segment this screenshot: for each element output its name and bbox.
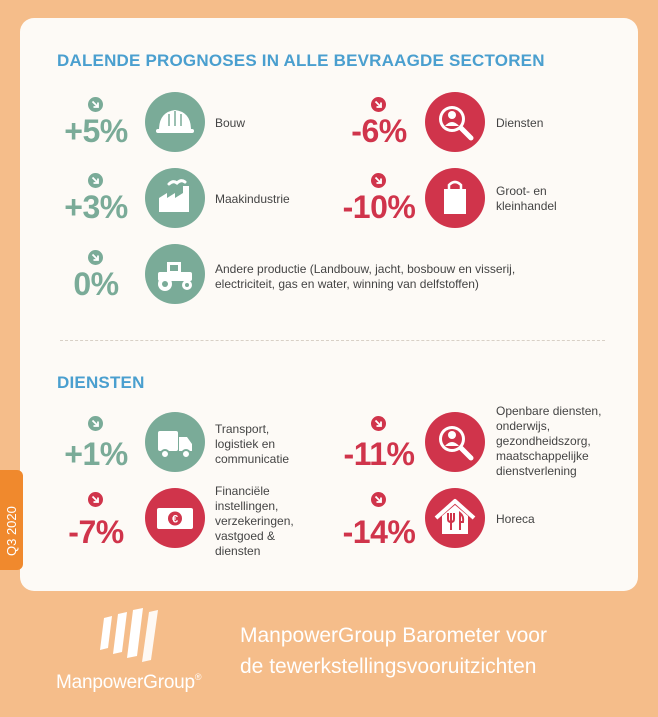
shopping-bag-icon (425, 168, 485, 228)
footer-title: ManpowerGroup Barometer voor de tewerkstellingsvooruitzichten (240, 624, 547, 678)
label-maakindustrie: Maakindustrie (215, 192, 290, 206)
house-cutlery-icon (425, 488, 485, 548)
down-arrow-icon (88, 97, 103, 112)
down-arrow-icon (88, 250, 103, 265)
value-diensten: -6% (351, 113, 407, 149)
manpowergroup-logo-icon (98, 608, 160, 664)
value-kleinhandel: -10% (342, 189, 416, 225)
down-arrow-icon (371, 97, 386, 112)
value-andere-productie: 0% (73, 266, 119, 302)
label-financiele: Financiële instellingen, verzekeringen, vastgoed & diensten (215, 484, 294, 558)
tractor-icon (145, 244, 205, 304)
value-financiele: -7% (68, 514, 124, 550)
section-title-diensten: DIENSTEN (57, 373, 145, 392)
label-horeca: Horeca (496, 512, 535, 526)
quarter-tab (0, 470, 23, 570)
quarter-label: Q3 2020 (4, 506, 19, 556)
section-divider (60, 340, 605, 341)
helmet-icon (145, 92, 205, 152)
magnifier-person-icon (425, 92, 485, 152)
euro-note-icon (145, 488, 205, 548)
factory-icon (145, 168, 205, 228)
label-openbare-diensten: Openbare diensten, onderwijs, gezondheidszorg, maatschappelijke dienstverlening (496, 404, 602, 478)
value-transport: +1% (64, 436, 128, 472)
label-transport: Transport, logistiek en communicatie (215, 422, 290, 466)
down-arrow-icon (88, 492, 103, 507)
value-maakindustrie: +3% (64, 189, 128, 225)
magnifier-person-icon (425, 412, 485, 472)
truck-icon (145, 412, 205, 472)
label-kleinhandel: Groot- en kleinhandel (496, 184, 557, 213)
label-bouw: Bouw (215, 116, 246, 130)
down-arrow-icon (88, 416, 103, 431)
section-title-all-sectors: DALENDE PROGNOSES IN ALLE BEVRAAGDE SECTOREN (57, 51, 545, 70)
value-bouw: +5% (64, 113, 128, 149)
content-card (20, 18, 638, 591)
manpowergroup-logo-text: ManpowerGroup® (56, 672, 202, 693)
down-arrow-icon (371, 173, 386, 188)
down-arrow-icon (88, 173, 103, 188)
label-andere-productie: Andere productie (Landbouw, jacht, bosbouw en visserij, electriciteit, gas en water, winning van delfstoffen) (215, 262, 516, 291)
down-arrow-icon (371, 416, 386, 431)
svg-text:€: € (171, 513, 179, 526)
value-horeca: -14% (342, 514, 416, 550)
label-diensten: Diensten (496, 116, 544, 130)
value-openbare-diensten: -11% (343, 436, 415, 472)
down-arrow-icon (371, 492, 386, 507)
